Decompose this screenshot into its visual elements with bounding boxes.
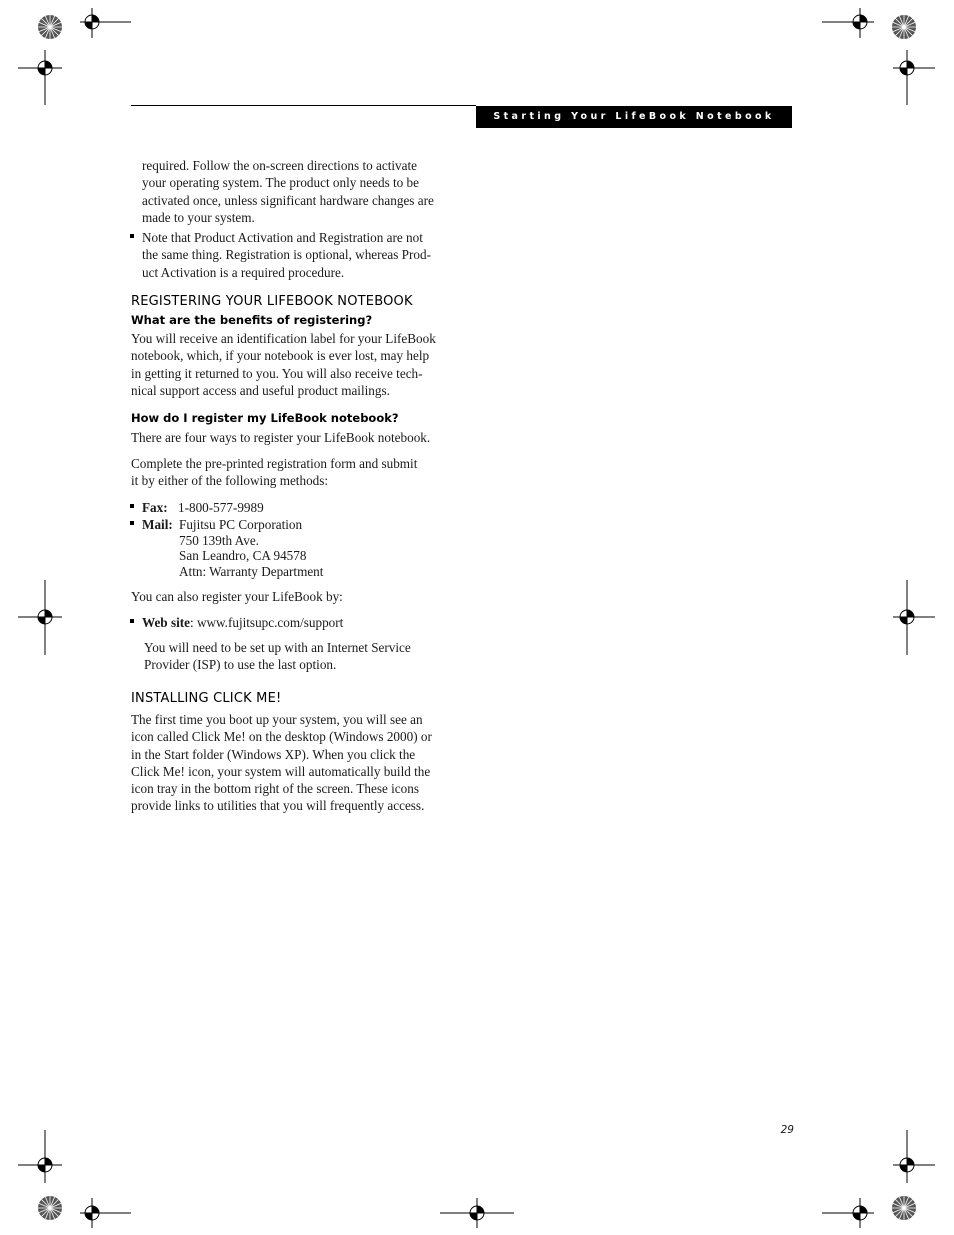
text-line: provide links to utilities that you will frequently access.	[131, 798, 425, 814]
address-line: Attn: Warranty Department	[179, 564, 324, 580]
text-line: it by either of the following methods:	[131, 473, 329, 489]
website-url: : www.fujitsupc.com/support	[189, 615, 344, 630]
also-register-paragraph: You can also register your LifeBook by:	[131, 589, 343, 604]
address-line: Fujitsu PC Corporation	[179, 517, 303, 532]
text-line: icon called Click Me! on the desktop (Windows 2000) or	[131, 729, 432, 745]
fax-number: 1-800-577-9989	[178, 500, 264, 515]
text-line: Note that Product Activation and Registration are not	[142, 230, 423, 245]
how-paragraph: There are four ways to register your LifeBook notebook.	[131, 430, 431, 445]
text-line: icon tray in the bottom right of the screen. These icons	[131, 781, 419, 797]
text-line: Provider (ISP) to use the last option.	[144, 657, 337, 673]
subheading-benefits: What are the benefits of registering?	[131, 313, 373, 327]
text-line: The first time you boot up your system, you will see an	[131, 712, 423, 727]
text-line: made to your system.	[142, 209, 255, 225]
text-line: in getting it returned to you. You will also receive tech-	[131, 365, 423, 381]
running-header: Starting Your LifeBook Notebook	[476, 106, 792, 128]
address-line: San Leandro, CA 94578	[179, 548, 307, 564]
page-number: 29	[780, 1124, 794, 1136]
text-line: the same thing. Registration is optional, whereas Prod-	[142, 247, 431, 263]
text-line: activated once, unless significant hardware changes are	[142, 192, 434, 208]
text-line: Complete the pre-printed registration form and submit	[131, 456, 418, 471]
address-line: 750 139th Ave.	[179, 532, 259, 548]
text-line: uct Activation is a required procedure.	[142, 264, 345, 280]
section-heading-registering: REGISTERING YOUR LIFEBOOK NOTEBOOK	[131, 294, 413, 309]
text-line: You will need to be set up with an Internet Service	[144, 640, 411, 655]
mail-label: Mail:	[142, 517, 173, 532]
text-line: Click Me! icon, your system will automatically build the	[131, 763, 431, 779]
text-line: nical support access and useful product mailings.	[131, 382, 390, 398]
subheading-how-to-register: How do I register my LifeBook notebook?	[131, 411, 399, 425]
text-line: You will receive an identification label for your LifeBook	[131, 331, 436, 346]
fax-label: Fax:	[142, 500, 168, 515]
text-line: notebook, which, if your notebook is ever lost, may help	[131, 348, 430, 364]
text-line: required. Follow the on-screen directions to activate	[142, 158, 418, 173]
section-heading-installing: INSTALLING CLICK ME!	[131, 691, 282, 706]
text-line: your operating system. The product only needs to be	[142, 175, 420, 191]
website-label: Web site	[142, 615, 190, 630]
text-line: in the Start folder (Windows XP). When you click the	[131, 746, 416, 762]
